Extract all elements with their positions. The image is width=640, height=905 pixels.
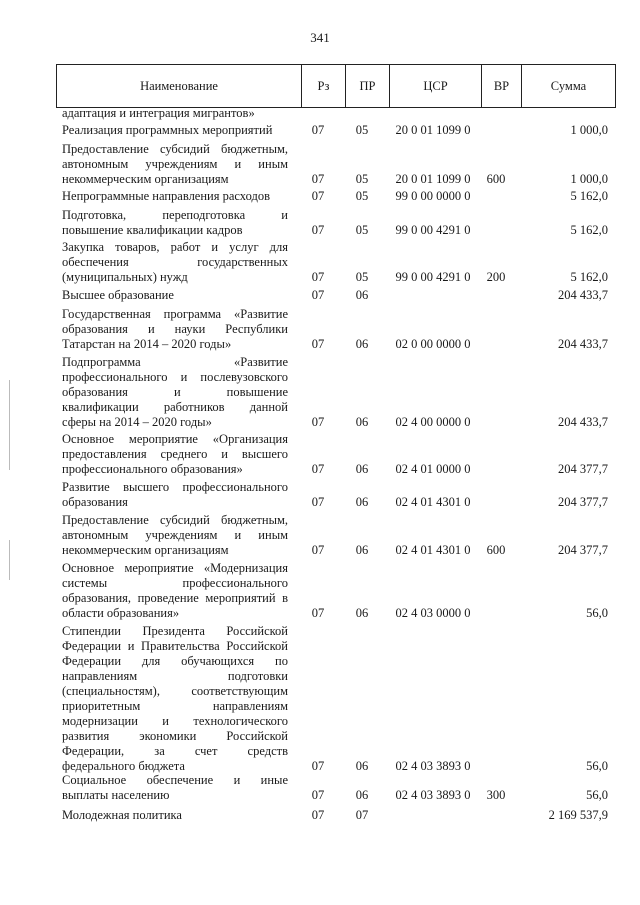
- row-pr: 05: [355, 123, 369, 137]
- row-name: [62, 561, 288, 621]
- row-name-line: области образования»: [62, 606, 180, 620]
- row-name-line: развития экономики Российской: [62, 729, 288, 743]
- row-vr: 200: [486, 270, 506, 284]
- row-sum: 1 000,0: [570, 172, 608, 186]
- row-rz: 07: [311, 415, 325, 429]
- row-csr: 02 4 01 4301 0: [395, 543, 471, 557]
- row-name-line: Федерации и Правительства Российской: [62, 639, 288, 653]
- row-name: [62, 123, 288, 138]
- row-name-line: Федерации, за счет средств: [62, 744, 288, 758]
- table-row: [0, 142, 640, 187]
- row-rz: 07: [311, 462, 325, 476]
- row-sum: 204 433,7: [558, 288, 608, 302]
- table-header: [56, 64, 616, 108]
- row-name-line: Молодежная политика: [62, 808, 182, 822]
- row-name: [62, 773, 288, 803]
- row-name-line: Высшее образование: [62, 288, 174, 302]
- row-name-line: профессионального и послевузовского: [62, 370, 288, 384]
- table-row: [0, 208, 640, 238]
- row-csr: 99 0 00 0000 0: [395, 189, 471, 203]
- row-pr: 07: [355, 808, 369, 822]
- row-name-line: Предоставление субсидий бюджетным,: [62, 513, 288, 527]
- row-name: [62, 240, 288, 285]
- row-rz: 07: [311, 606, 325, 620]
- row-name-line: направлениям подготовки: [62, 669, 288, 683]
- table-row: [0, 773, 640, 803]
- row-name-line: сферы на 2014 – 2020 годы»: [62, 415, 212, 429]
- table-row: [0, 624, 640, 774]
- row-csr: 02 4 01 4301 0: [395, 495, 471, 509]
- table-row: [0, 189, 640, 204]
- row-sum: 204 377,7: [558, 462, 608, 476]
- header-pr: ПР: [345, 65, 389, 107]
- row-name-line: Основное мероприятие «Организация: [62, 432, 288, 446]
- row-csr: 99 0 00 4291 0: [395, 223, 471, 237]
- lead-line: адаптация и интеграция мигрантов»: [62, 106, 255, 120]
- row-csr: 20 0 01 1099 0: [395, 172, 471, 186]
- row-sum: 204 433,7: [558, 337, 608, 351]
- table-row: [0, 123, 640, 138]
- row-name-line: некоммерческим организациям: [62, 543, 229, 557]
- header-vr: ВР: [481, 65, 521, 107]
- row-pr: 06: [355, 462, 369, 476]
- row-name: [62, 355, 288, 430]
- row-name-line: Предоставление субсидий бюджетным,: [62, 142, 288, 156]
- row-rz: 07: [311, 288, 325, 302]
- row-rz: 07: [311, 270, 325, 284]
- row-csr: 02 4 01 0000 0: [395, 462, 471, 476]
- row-pr: 06: [355, 337, 369, 351]
- row-sum: 1 000,0: [570, 123, 608, 137]
- table-row: [0, 307, 640, 352]
- row-name-line: образования и науки Республики: [62, 322, 288, 336]
- row-name-line: Государственная программа «Развитие: [62, 307, 288, 321]
- row-name-line: выплаты населению: [62, 788, 170, 802]
- row-name-line: Социальное обеспечение и иные: [62, 773, 288, 787]
- row-name: [62, 432, 288, 477]
- row-sum: 56,0: [586, 606, 608, 620]
- row-pr: 06: [355, 543, 369, 557]
- row-name: [62, 307, 288, 352]
- row-name: [62, 142, 288, 187]
- table-row: [0, 808, 640, 823]
- row-rz: 07: [311, 759, 325, 773]
- row-name: [62, 189, 288, 204]
- table-row: [0, 288, 640, 303]
- page-number: 341: [310, 30, 330, 45]
- header-name: Наименование: [140, 78, 218, 93]
- row-sum: 5 162,0: [570, 270, 608, 284]
- row-name-line: некоммерческим организациям: [62, 172, 229, 186]
- row-rz: 07: [311, 189, 325, 203]
- row-csr: 20 0 01 1099 0: [395, 123, 471, 137]
- row-name-line: (муниципальных) нужд: [62, 270, 188, 284]
- row-name-line: образования: [62, 495, 128, 509]
- row-sum: 5 162,0: [570, 223, 608, 237]
- header-csr: ЦСР: [389, 65, 481, 107]
- row-name-line: обеспечения государственных: [62, 255, 288, 269]
- row-sum: 5 162,0: [570, 189, 608, 203]
- row-sum: 2 169 537,9: [548, 808, 608, 822]
- row-pr: 05: [355, 270, 369, 284]
- row-name-line: образования и повышение: [62, 385, 288, 399]
- row-rz: 07: [311, 123, 325, 137]
- row-name: [62, 808, 288, 823]
- row-pr: 06: [355, 788, 369, 802]
- row-pr: 05: [355, 189, 369, 203]
- row-name: [62, 480, 288, 510]
- row-name-line: Федерации для обучающихся по: [62, 654, 288, 668]
- table-row: [0, 432, 640, 477]
- row-rz: 07: [311, 788, 325, 802]
- row-name-line: Стипендии Президента Российской: [62, 624, 288, 638]
- table-row: [0, 561, 640, 621]
- row-rz: 07: [311, 495, 325, 509]
- row-csr: 02 4 03 3893 0: [395, 788, 471, 802]
- row-name-line: автономным учреждениям и иным: [62, 157, 288, 171]
- row-vr: 600: [486, 543, 506, 557]
- row-name: [62, 513, 288, 558]
- row-rz: 07: [311, 808, 325, 822]
- row-name-line: предоставления среднего и высшего: [62, 447, 288, 461]
- row-pr: 05: [355, 223, 369, 237]
- row-sum: 56,0: [586, 759, 608, 773]
- row-name-line: Основное мероприятие «Модернизация: [62, 561, 288, 575]
- row-sum: 204 377,7: [558, 543, 608, 557]
- table-row: [0, 355, 640, 430]
- row-name-line: автономным учреждениям и иным: [62, 528, 288, 542]
- row-vr: 600: [486, 172, 506, 186]
- row-sum: 56,0: [586, 788, 608, 802]
- row-name-line: профессионального образования»: [62, 462, 243, 476]
- row-name-line: Развитие высшего профессионального: [62, 480, 288, 494]
- row-sum: 204 377,7: [558, 495, 608, 509]
- row-name: [62, 208, 288, 238]
- row-name-line: Татарстан на 2014 – 2020 годы»: [62, 337, 232, 351]
- row-pr: 05: [355, 172, 369, 186]
- row-name: [62, 288, 288, 303]
- row-name-line: образования, проведение мероприятий в: [62, 591, 288, 605]
- row-csr: 02 4 00 0000 0: [395, 415, 471, 429]
- row-sum: 204 433,7: [558, 415, 608, 429]
- row-name-line: модернизации и технологического: [62, 714, 288, 728]
- row-rz: 07: [311, 337, 325, 351]
- row-name-line: Подготовка, переподготовка и: [62, 208, 288, 222]
- row-name: [62, 624, 288, 774]
- row-name-line: повышение квалификации кадров: [62, 223, 243, 237]
- table-row: [0, 513, 640, 558]
- row-pr: 06: [355, 495, 369, 509]
- row-pr: 06: [355, 288, 369, 302]
- row-vr: 300: [486, 788, 506, 802]
- row-csr: 02 4 03 3893 0: [395, 759, 471, 773]
- row-name-line: Реализация программных мероприятий: [62, 123, 273, 137]
- row-pr: 06: [355, 606, 369, 620]
- row-pr: 06: [355, 415, 369, 429]
- row-name-line: Закупка товаров, работ и услуг для: [62, 240, 288, 254]
- row-pr: 06: [355, 759, 369, 773]
- row-rz: 07: [311, 223, 325, 237]
- row-name-line: приоритетным направлениям: [62, 699, 288, 713]
- row-name-line: Подпрограмма «Развитие: [62, 355, 288, 369]
- row-name-line: Непрограммные направления расходов: [62, 189, 270, 203]
- row-name-line: (специальностям), соответствующим: [62, 684, 288, 698]
- row-rz: 07: [311, 543, 325, 557]
- header-rz: Рз: [301, 65, 345, 107]
- row-csr: 02 0 00 0000 0: [395, 337, 471, 351]
- row-rz: 07: [311, 172, 325, 186]
- row-csr: 02 4 03 0000 0: [395, 606, 471, 620]
- table-row: [0, 480, 640, 510]
- row-name-line: федерального бюджета: [62, 759, 185, 773]
- row-name-line: системы профессионального: [62, 576, 288, 590]
- row-name-line: квалификации работников данной: [62, 400, 288, 414]
- row-csr: 99 0 00 4291 0: [395, 270, 471, 284]
- header-sum: Сумма: [521, 65, 615, 107]
- table-row: [0, 240, 640, 285]
